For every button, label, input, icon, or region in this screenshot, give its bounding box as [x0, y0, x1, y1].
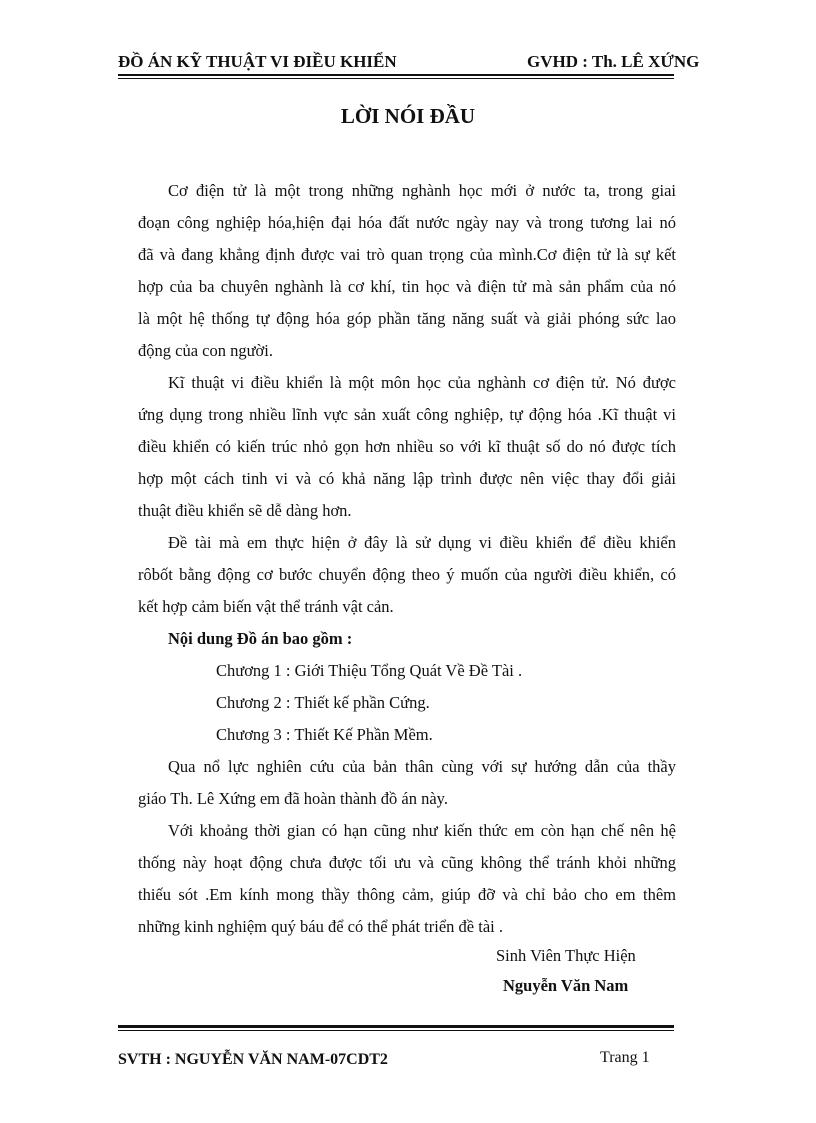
- signature-role: Sinh Viên Thực Hiện: [496, 946, 636, 965]
- header-course-title: ĐỒ ÁN KỸ THUẬT VI ĐIỀU KHIỂN: [118, 52, 397, 71]
- chapter-item: Chương 2 : Thiết kế phần Cứng.: [216, 693, 430, 712]
- closing-paragraph-1-line: giáo Th. Lê Xứng em đã hoàn thành đồ án này.: [138, 789, 448, 808]
- paragraph-1-line: Cơ điện tử là một trong những nghành học mới ở nước ta, trong giai: [168, 181, 676, 200]
- footer-rule-thick: [118, 1025, 674, 1028]
- closing-paragraph-2-line: thiếu sót .Em kính mong thầy thông cảm, giúp đỡ và chỉ bảo cho em thêm: [138, 885, 676, 904]
- contents-heading: Nội dung Đồ án bao gồm :: [168, 629, 353, 648]
- paragraph-2-line: hợp một cách tinh vi và có khả năng lập trình được nên việc thay đổi giải: [138, 469, 676, 488]
- paragraph-1-line: là một hệ thống tự động hóa góp phần tăng năng suất và giải phóng sức lao: [138, 309, 676, 328]
- closing-paragraph-2-line: Với khoảng thời gian có hạn cũng như kiến thức em còn hạn chế nên hệ: [168, 821, 676, 840]
- header-rule-thick: [118, 74, 674, 76]
- chapter-item: Chương 1 : Giới Thiệu Tổng Quát Về Đề Tài .: [216, 661, 523, 680]
- footer-rule-thin: [118, 1030, 674, 1031]
- page-number: Trang 1: [600, 1049, 650, 1066]
- signature-name: Nguyễn Văn Nam: [503, 976, 629, 995]
- page-title: LỜI NÓI ĐẦU: [340, 104, 476, 128]
- paragraph-3-line: kết hợp cảm biến vật thể tránh vật cản.: [138, 597, 394, 616]
- closing-paragraph-2-line: những kinh nghiệm quý báu để có thể phát triển đề tài .: [138, 917, 503, 936]
- paragraph-2-line: thuật điều khiển sẽ dễ dàng hơn.: [138, 501, 352, 520]
- header-rule-thin: [118, 78, 674, 79]
- chapter-item: Chương 3 : Thiết Kế Phần Mềm.: [216, 725, 433, 744]
- paragraph-3-line: Đề tài mà em thực hiện ở đây là sử dụng vi điều khiển để điều khiển: [168, 533, 676, 552]
- paragraph-1-line: đã và đang khẳng định được vai trò quan trọng của mình.Cơ điện tử là sự kết: [138, 245, 676, 264]
- paragraph-3-line: rôbốt bằng động cơ bước chuyển động theo ý muốn của người điều khiển, có: [138, 565, 676, 584]
- paragraph-2-line: ứng dụng trong nhiều lĩnh vực sản xuất công nghiệp, tự động hóa .Kĩ thuật vi: [138, 405, 676, 424]
- paragraph-2-line: điều khiển có kiến trúc nhỏ gọn hơn nhiều so với kĩ thuật số do nó được tích: [138, 437, 676, 456]
- closing-paragraph-2-line: thống này hoạt động chưa được tối ưu và cũng không thể tránh khỏi những: [138, 853, 676, 872]
- paragraph-1-line: hợp của ba chuyên nghành là cơ khí, tin học và điện tử mà sản phẩm của nó: [138, 277, 676, 296]
- paragraph-1-line: đoạn công nghiệp hóa,hiện đại hóa đất nước ngày nay và trong tương lai nó: [138, 213, 676, 232]
- footer-student: SVTH : NGUYỄN VĂN NAM-07CDT2: [118, 1051, 388, 1068]
- closing-paragraph-1-line: Qua nổ lực nghiên cứu của bản thân cùng với sự hướng dẫn của thầy: [168, 757, 676, 776]
- header-advisor: GVHD : Th. LÊ XỨNG: [527, 52, 700, 71]
- paragraph-1-line: động của con người.: [138, 341, 273, 360]
- paragraph-2-line: Kĩ thuật vi điều khiển là một môn học của nghành cơ điện tử. Nó được: [168, 373, 676, 392]
